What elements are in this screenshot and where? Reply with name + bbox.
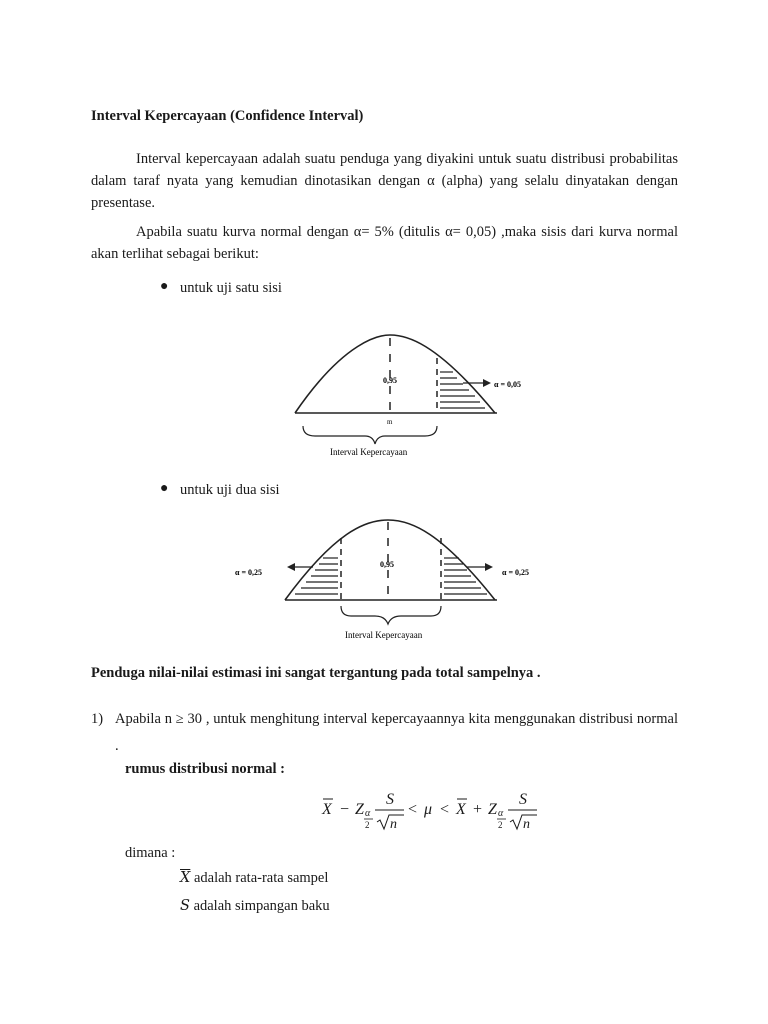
normal-curve [295, 335, 495, 413]
interval-label: Interval Kepercayaan [330, 447, 408, 457]
svg-text:2: 2 [498, 820, 503, 830]
svg-text:S: S [386, 791, 394, 808]
s-symbol: S [180, 898, 190, 914]
right-alpha-arrow-head [485, 563, 493, 571]
bullet-two-sided-text: untuk uji dua sisi [180, 482, 280, 498]
section-title: Interval Kepercayaan (Confidence Interval) [91, 108, 364, 124]
svg-text:α: α [365, 808, 371, 819]
list-item-number: 1) [91, 711, 104, 727]
svg-text:Z: Z [488, 801, 497, 818]
bullet-dot: ● [160, 481, 169, 496]
interval-brace [341, 606, 441, 624]
svg-text:+: + [473, 801, 483, 818]
svg-text:<: < [440, 801, 450, 818]
right-rejection-hatch [444, 558, 487, 594]
bullet-two-sided [160, 481, 280, 499]
alpha-right-label: α = 0,25 [502, 568, 530, 577]
svg-text:2: 2 [365, 820, 370, 830]
svg-text:<: < [408, 801, 418, 818]
svg-text:X: X [322, 801, 332, 818]
svg-text:n: n [523, 817, 530, 832]
confidence-interval-formula [318, 780, 548, 836]
list-item [91, 706, 678, 760]
bullet-dot: ● [160, 279, 169, 294]
bullet-one-sided-text: untuk uji satu sisi [180, 280, 282, 296]
two-sided-curve-figure [225, 512, 555, 647]
bold-statement: Penduga nilai-nilai estimasi ini sangat tergantung pada total sampelnya . [91, 665, 541, 681]
one-sided-curve-figure [285, 320, 525, 465]
svg-text:−: − [340, 801, 350, 818]
definition-xbar [180, 870, 328, 887]
paragraph-normal-curve: Apabila suatu kurva normal dengan α= 5% (ditulis α= 0,05) ,maka sisis dari kurva normal akan terlihat sebagai berikut: [91, 224, 678, 262]
list-item-text: Apabila n ≥ 30 , untuk menghitung interval kepercayaannya kita menggunakan distribusi normal . [115, 711, 678, 754]
paragraph-definition: Interval kepercayaan adalah suatu penduga yang diyakini untuk suatu distribusi probabilitas dalam taraf nyata yang kemudian dinotasikan dengan α (alpha) yang selalu dinyatakan dengan presentase. [91, 151, 678, 211]
dimana-label: dimana : [125, 845, 176, 861]
mean-label: m [387, 418, 393, 426]
xbar-symbol: $\overline{X}$ [180, 870, 191, 886]
formula-label: rumus distribusi normal : [125, 761, 285, 777]
left-alpha-arrow-head [287, 563, 295, 571]
alpha-arrow-head [483, 379, 491, 387]
interval-label: Interval Kepercayaan [345, 630, 423, 640]
left-rejection-hatch [295, 558, 338, 594]
alpha-left-label: α = 0,25 [235, 568, 263, 577]
svg-text:X: X [456, 801, 466, 818]
svg-text:Z: Z [355, 801, 364, 818]
definition-xbar-text: adalah rata-rata sampel [193, 870, 329, 886]
definition-s [180, 898, 330, 915]
svg-text:S: S [519, 791, 527, 808]
definition-s-text: adalah simpangan baku [193, 898, 330, 914]
svg-text:μ: μ [424, 801, 433, 818]
interval-brace [303, 426, 437, 444]
svg-text:α: α [498, 808, 504, 819]
bullet-one-sided [160, 279, 282, 297]
alpha-label: α = 0,05 [494, 380, 522, 389]
svg-text:n: n [390, 817, 397, 832]
center-value-label: 0,95 [380, 560, 394, 569]
center-value-label: 0,95 [383, 376, 397, 385]
